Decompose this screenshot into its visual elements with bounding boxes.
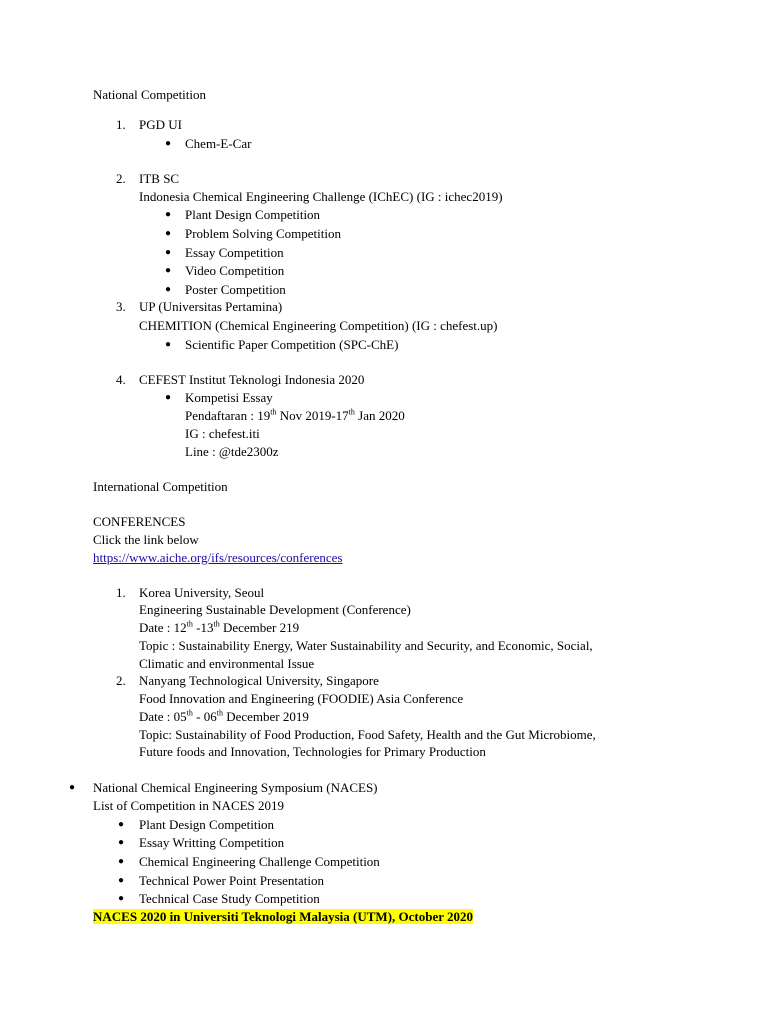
naces-list-heading: List of Competition in NACES 2019 bbox=[93, 798, 285, 813]
bullet-item: Scientific Paper Competition (SPC-ChE) bbox=[185, 337, 399, 352]
list-item-title: ITB SC bbox=[139, 171, 180, 186]
bullet-icon: ● bbox=[118, 837, 125, 848]
bullet-item: Poster Competition bbox=[185, 282, 286, 297]
conference-title: Korea University, Seoul bbox=[139, 585, 265, 600]
list-item-title: PGD UI bbox=[139, 117, 182, 132]
conference-subtitle: Engineering Sustainable Development (Conference) bbox=[139, 602, 411, 617]
bullet-icon: ● bbox=[118, 893, 125, 904]
naces-title: National Chemical Engineering Symposium (NACES) bbox=[93, 780, 378, 795]
conference-date: Date : 05th - 06th December 2019 bbox=[139, 708, 309, 724]
bullet-item: Problem Solving Competition bbox=[185, 226, 342, 241]
bullet-icon: ● bbox=[165, 284, 172, 295]
conference-title: Nanyang Technological University, Singapore bbox=[139, 673, 379, 688]
list-number: 2. bbox=[116, 673, 126, 688]
line-handle: Line : @tde2300z bbox=[185, 444, 279, 459]
naces-item: Essay Writting Competition bbox=[139, 835, 285, 850]
list-number: 3. bbox=[116, 299, 126, 314]
bullet-item: Video Competition bbox=[185, 263, 285, 278]
bullet-icon: ● bbox=[69, 782, 76, 793]
click-link-text: Click the link below bbox=[93, 532, 199, 547]
conference-date: Date : 12th -13th December 219 bbox=[139, 619, 300, 635]
highlighted-text: NACES 2020 in Universiti Teknologi Malaysia (UTM), October 2020 bbox=[93, 909, 474, 924]
bullet-icon: ● bbox=[165, 247, 172, 258]
list-number: 4. bbox=[116, 372, 126, 387]
bullet-icon: ● bbox=[165, 339, 172, 350]
list-item-title: CEFEST Institut Teknologi Indonesia 2020 bbox=[139, 372, 365, 387]
naces-2020-highlight bbox=[93, 909, 473, 925]
bullet-icon: ● bbox=[165, 265, 172, 276]
instagram-handle: IG : chefest.iti bbox=[185, 426, 260, 441]
conference-topic-cont: Climatic and environmental Issue bbox=[139, 656, 315, 671]
list-number: 1. bbox=[116, 117, 126, 132]
list-item-subtitle: CHEMITION (Chemical Engineering Competition) (IG : chefest.up) bbox=[139, 318, 498, 333]
list-item-title: UP (Universitas Pertamina) bbox=[139, 299, 283, 314]
bullet-icon: ● bbox=[165, 392, 172, 403]
international-heading: International Competition bbox=[93, 479, 228, 494]
registration-dates: Pendaftaran : 19th Nov 2019-17th Jan 2020 bbox=[185, 407, 405, 423]
bullet-icon: ● bbox=[118, 875, 125, 886]
conference-topic: Topic : Sustainability Energy, Water Sustainability and Security, and Economic, Social, bbox=[139, 638, 593, 653]
bullet-icon: ● bbox=[165, 209, 172, 220]
bullet-icon: ● bbox=[118, 819, 125, 830]
national-heading: National Competition bbox=[93, 87, 207, 102]
conference-topic-cont: Future foods and Innovation, Technologies for Primary Production bbox=[139, 744, 486, 759]
naces-item: Chemical Engineering Challenge Competition bbox=[139, 854, 380, 869]
conferences-url[interactable]: https://www.aiche.org/ifs/resources/conferences bbox=[93, 550, 343, 565]
bullet-icon: ● bbox=[165, 138, 172, 149]
list-item-subtitle: Indonesia Chemical Engineering Challenge (IChEC) (IG : ichec2019) bbox=[139, 189, 503, 204]
bullet-item: Chem-E-Car bbox=[185, 136, 252, 151]
list-number: 2. bbox=[116, 171, 126, 186]
bullet-icon: ● bbox=[165, 228, 172, 239]
conference-topic: Topic: Sustainability of Food Production, Food Safety, Health and the Gut Microbiome, bbox=[139, 727, 596, 742]
conference-subtitle: Food Innovation and Engineering (FOODIE) Asia Conference bbox=[139, 691, 464, 706]
list-number: 1. bbox=[116, 585, 126, 600]
naces-item: Plant Design Competition bbox=[139, 817, 275, 832]
bullet-icon: ● bbox=[118, 856, 125, 867]
conferences-heading: CONFERENCES bbox=[93, 514, 186, 529]
conferences-link[interactable] bbox=[93, 550, 342, 566]
bullet-item: Plant Design Competition bbox=[185, 207, 321, 222]
bullet-item: Kompetisi Essay bbox=[185, 390, 273, 405]
bullet-item: Essay Competition bbox=[185, 245, 284, 260]
naces-item: Technical Case Study Competition bbox=[139, 891, 320, 906]
naces-item: Technical Power Point Presentation bbox=[139, 873, 325, 888]
